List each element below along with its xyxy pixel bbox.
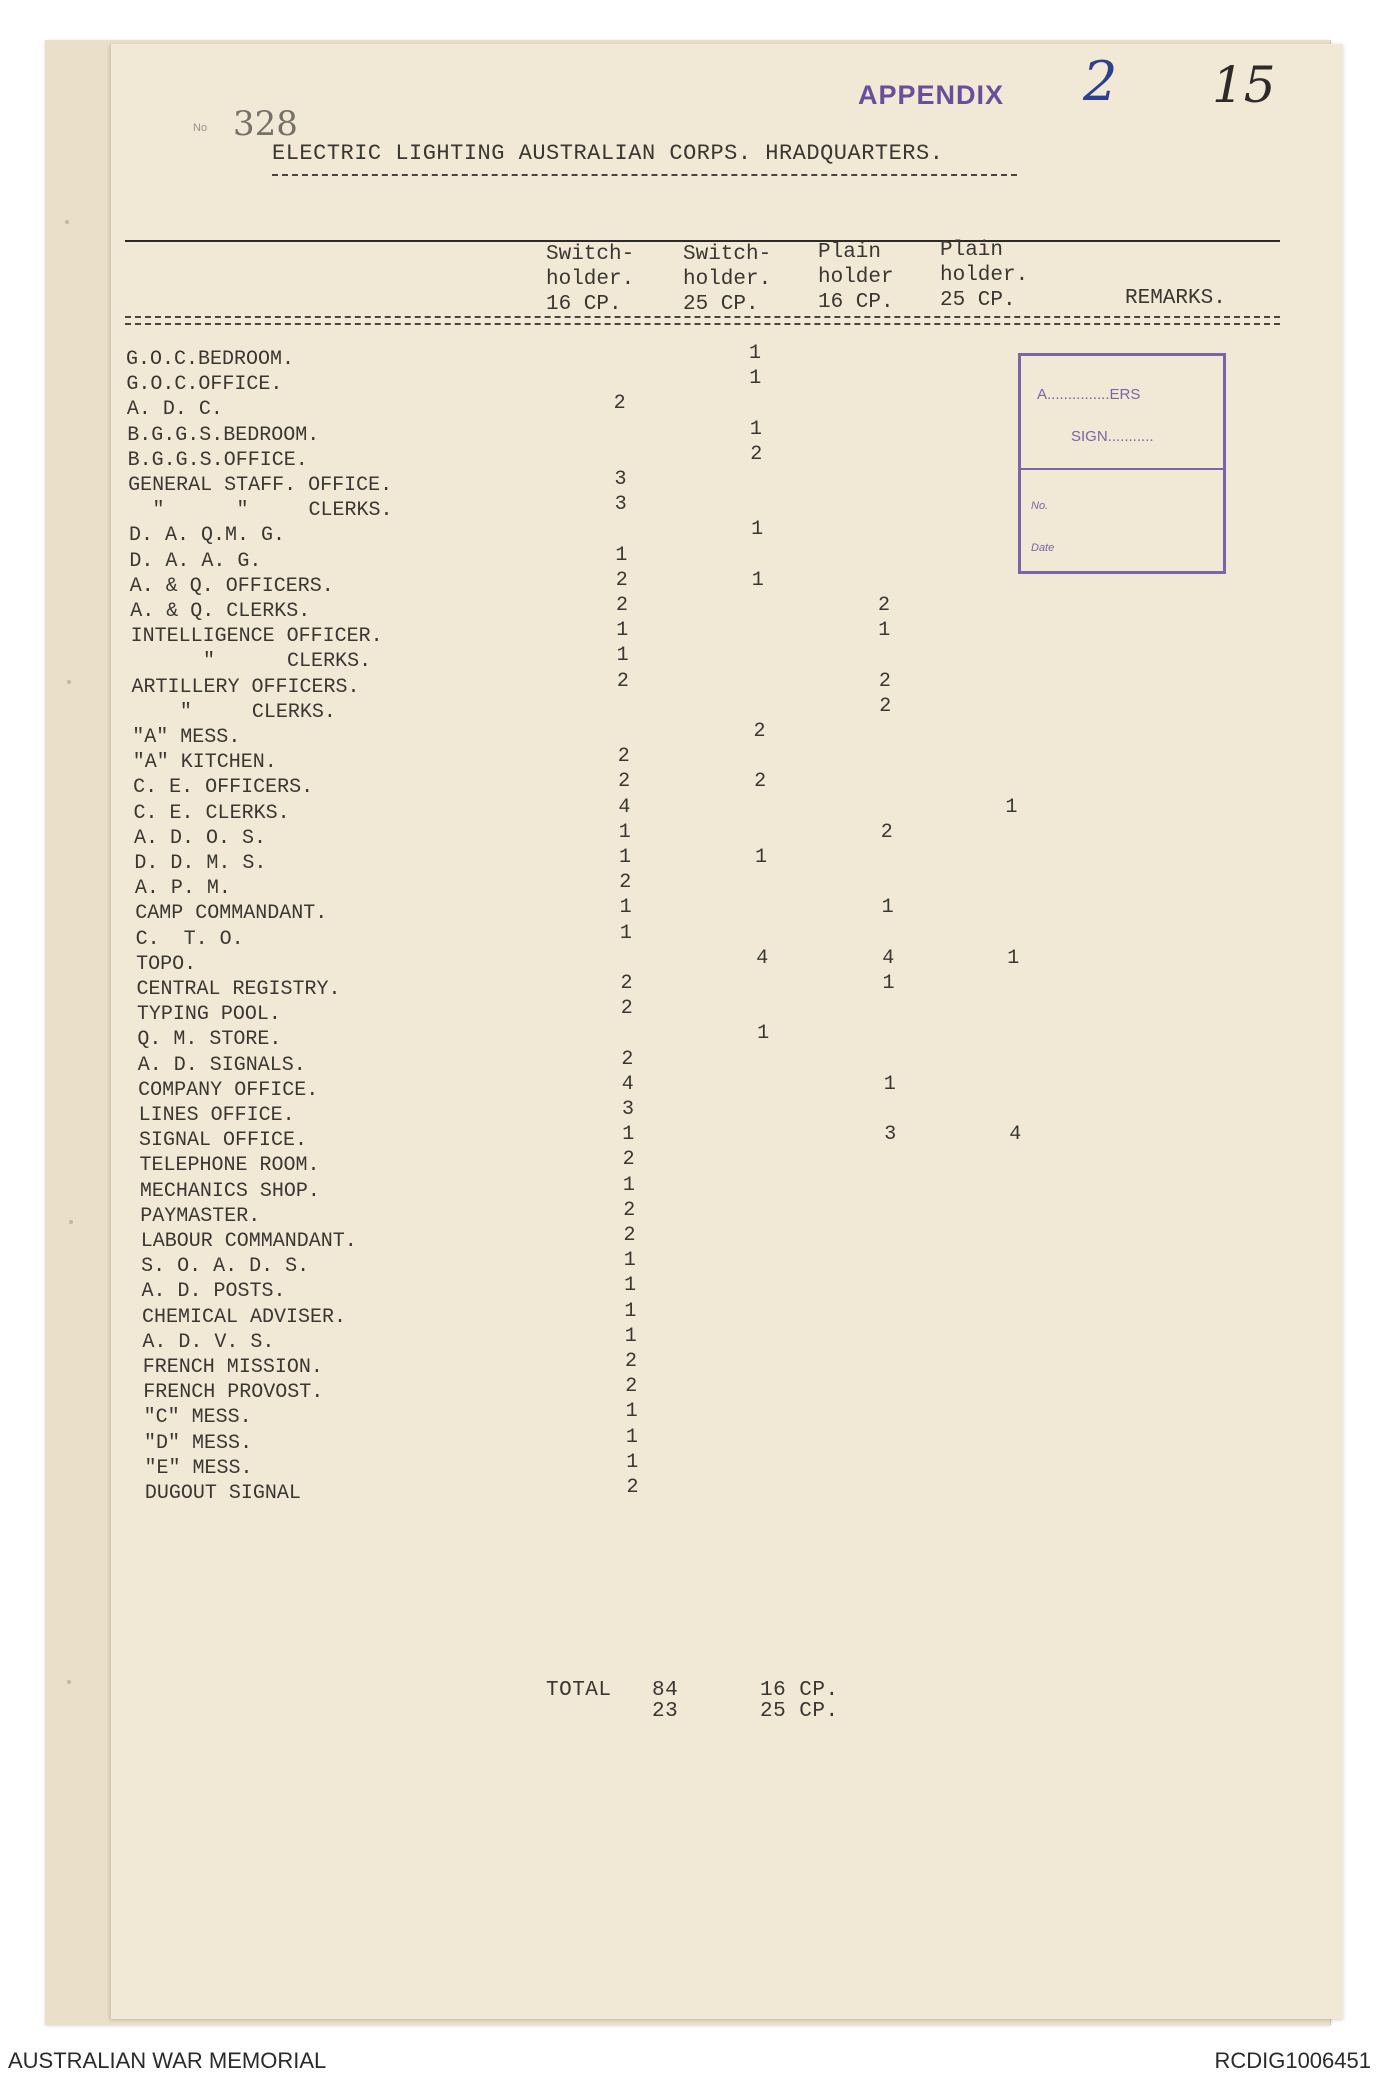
row-label: A. D. V. S.: [142, 1330, 275, 1354]
row-label: G.O.C.BEDROOM.: [126, 348, 295, 371]
row-label: CENTRAL REGISTRY.: [136, 978, 341, 1001]
document-title: ELECTRIC LIGHTING AUSTRALIAN CORPS. HRADQUARTERS.: [272, 141, 944, 166]
cell-s25: 1: [755, 846, 768, 869]
cell-p16: 2: [880, 820, 893, 844]
stamp-no-label: No.: [1031, 500, 1049, 512]
cell-s16: 2: [621, 1047, 634, 1071]
row-label: " CLERKS.: [131, 650, 372, 674]
row-label: MECHANICS SHOP.: [139, 1179, 320, 1203]
row-label: TOPO.: [136, 952, 197, 976]
cell-s16: 2: [615, 568, 628, 592]
row-label: GENERAL STAFF. OFFICE.: [128, 474, 393, 497]
cell-s16: 1: [616, 619, 629, 643]
punch-hole: [67, 680, 71, 684]
footer-id: RCDIG1006451: [1214, 2048, 1371, 2073]
cell-s16: 2: [619, 871, 632, 895]
cell-s16: 2: [622, 1148, 635, 1172]
cell-s16: 1: [624, 1274, 637, 1298]
cell-s16: 3: [614, 493, 627, 517]
cell-s16: 2: [626, 1476, 639, 1499]
cell-s25: 1: [751, 518, 764, 542]
row-label: "E" MESS.: [144, 1456, 253, 1480]
punch-hole: [69, 1220, 73, 1224]
row-label: INTELLIGENCE OFFICER.: [130, 625, 383, 649]
total-label: TOTAL: [546, 1679, 612, 1702]
row-label: B.G.G.S.BEDROOM.: [127, 423, 320, 447]
cell-p16: 2: [879, 694, 892, 718]
appendix-number: 2: [1083, 50, 1118, 113]
row-label: "A" KITCHEN.: [132, 751, 277, 775]
row-label: CHEMICAL ADVISER.: [141, 1305, 346, 1329]
col-switch16: Switch- holder. 16 CP.: [546, 243, 635, 316]
cell-s16: 1: [619, 921, 632, 945]
cell-s16: 1: [622, 1123, 635, 1147]
cell-s16: 2: [625, 1350, 638, 1373]
row-label: ARTILLERY OFFICERS.: [131, 675, 360, 699]
row-label: D. A. Q.M. G.: [128, 524, 285, 548]
cell-p16: 1: [878, 619, 891, 643]
cell-s16: 2: [618, 770, 631, 794]
total-unit-2: 25 CP.: [760, 1700, 839, 1723]
row-label: A. D. SIGNALS.: [137, 1053, 306, 1077]
col-switch25: Switch- holder. 25 CP.: [683, 243, 772, 316]
total-value-1: 84: [652, 1679, 679, 1702]
cell-s16: 2: [617, 745, 630, 769]
row-label: C. E. OFFICERS.: [133, 776, 314, 800]
cell-s16: 4: [618, 795, 631, 819]
row-label: TYPING POOL.: [136, 1003, 281, 1027]
stamp-date-label: Date: [1031, 542, 1055, 554]
cell-s16: 1: [615, 543, 628, 567]
cell-s16: 1: [624, 1299, 637, 1323]
stamp-line-2: SIGN...........: [1071, 428, 1154, 445]
row-label: "A" MESS.: [132, 726, 241, 749]
cell-s25: 1: [749, 367, 762, 391]
cell-s16: 1: [619, 896, 632, 920]
row-label: A. P. M.: [134, 877, 231, 901]
row-label: G.O.C.OFFICE.: [126, 373, 283, 397]
row-label: A. & Q. CLERKS.: [130, 600, 311, 623]
cell-s16: 2: [613, 392, 626, 416]
cell-s25: 1: [751, 568, 764, 592]
cell-s16: 1: [625, 1425, 638, 1449]
col-plain16: Plain holder 16 CP.: [818, 241, 894, 314]
cell-s16: 1: [622, 1173, 635, 1197]
cell-s25: 2: [753, 720, 766, 743]
title-underline: [272, 174, 1017, 176]
row-label: FRENCH MISSION.: [142, 1356, 323, 1379]
row-label: S. O. A. D. S.: [141, 1255, 310, 1279]
row-label: "C" MESS.: [143, 1406, 252, 1430]
cell-s16: 1: [626, 1450, 639, 1474]
document-sheet: [110, 44, 1343, 2019]
total-unit-1: 16 CP.: [760, 1679, 839, 1702]
cell-s16: 2: [620, 972, 633, 995]
row-label: "D" MESS.: [144, 1431, 253, 1455]
cell-s16: 3: [614, 468, 627, 491]
appendix-stamp: APPENDIX: [858, 80, 1005, 110]
row-label: COMPANY OFFICE.: [138, 1078, 319, 1102]
cell-p25: 1: [1007, 946, 1020, 970]
cell-s16: 4: [621, 1072, 634, 1096]
cell-s25: 1: [757, 1022, 770, 1046]
row-label: D. D. M. S.: [134, 852, 267, 875]
cell-s25: 1: [749, 342, 762, 365]
reference-number: 328: [233, 104, 298, 144]
row-label: DUGOUT SIGNAL: [144, 1482, 301, 1505]
total-value-2: 23: [652, 1700, 679, 1723]
row-label: PAYMASTER.: [140, 1204, 261, 1228]
cell-p16: 4: [882, 946, 895, 970]
cell-s16: 1: [623, 1249, 636, 1273]
row-label: A. D. O. S.: [133, 826, 266, 850]
row-label: D. A. A. G.: [129, 549, 262, 573]
cell-s25: 2: [754, 770, 767, 794]
cell-p25: 1: [1005, 795, 1018, 819]
cell-p16: 1: [883, 1072, 896, 1096]
row-label: CAMP COMMANDANT.: [135, 902, 328, 926]
cell-s16: 2: [623, 1198, 636, 1222]
cell-s16: 1: [616, 644, 629, 668]
row-label: FRENCH PROVOST.: [143, 1381, 324, 1405]
row-label: Q. M. STORE.: [137, 1028, 282, 1052]
cell-p16: 1: [881, 896, 894, 920]
row-label: A. & Q. OFFICERS.: [129, 574, 334, 598]
col-remarks: REMARKS.: [1125, 287, 1226, 310]
row-label: B.G.G.S.OFFICE.: [127, 448, 308, 472]
row-label: C. T. O.: [135, 927, 244, 951]
cell-s16: 2: [625, 1375, 638, 1399]
cell-p16: 2: [878, 669, 891, 693]
cell-s16: 2: [616, 594, 629, 617]
row-label: SIGNAL OFFICE.: [139, 1129, 308, 1153]
row-label: TELEPHONE ROOM.: [139, 1154, 320, 1178]
cell-p16: 3: [884, 1123, 897, 1147]
cell-s16: 1: [619, 846, 632, 869]
row-label: A. D. C.: [126, 398, 223, 422]
col-plain25: Plain holder. 25 CP.: [940, 239, 1029, 312]
cell-s25: 2: [750, 442, 763, 466]
ref-prefix: No: [193, 122, 208, 134]
cell-s16: 3: [622, 1098, 635, 1121]
cell-s16: 2: [620, 997, 633, 1021]
row-label: C. E. CLERKS.: [133, 801, 290, 825]
row-label: LINES OFFICE.: [138, 1104, 295, 1127]
page-number: 15: [1212, 56, 1276, 114]
punch-hole: [65, 220, 69, 224]
footer-source: AUSTRALIAN WAR MEMORIAL: [8, 2048, 327, 2073]
cell-p25: 4: [1009, 1123, 1022, 1147]
cell-p16: 1: [882, 972, 895, 995]
stamp-line-1: A...............ERS: [1037, 386, 1141, 403]
cell-s16: 1: [625, 1400, 638, 1424]
cell-p16: 2: [878, 594, 891, 617]
cell-s16: 2: [616, 669, 629, 693]
cell-s16: 1: [624, 1324, 637, 1348]
row-label: " " CLERKS.: [128, 499, 393, 523]
header-double-rule: [125, 316, 1280, 325]
receipt-stamp: [1018, 353, 1226, 574]
punch-hole: [67, 1680, 71, 1684]
row-label: LABOUR COMMANDANT.: [140, 1230, 357, 1253]
stamp-divider: [1021, 468, 1223, 470]
cell-s25: 1: [749, 417, 762, 441]
cell-s16: 1: [618, 820, 631, 844]
row-label: A. D. POSTS.: [141, 1280, 286, 1304]
row-label: " CLERKS.: [131, 700, 336, 724]
cell-s25: 4: [756, 946, 769, 970]
cell-s16: 2: [623, 1224, 636, 1247]
